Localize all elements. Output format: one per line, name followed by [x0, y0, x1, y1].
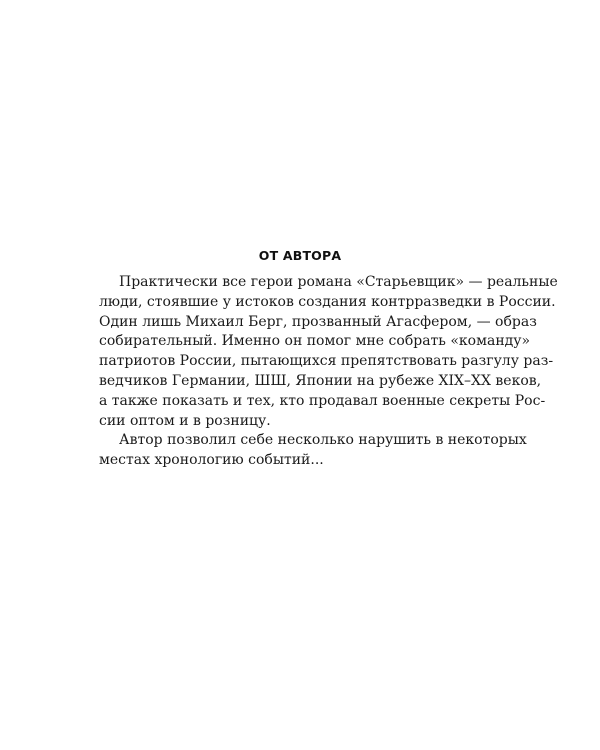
paragraph-line: Один лишь Михаил Берг, прозванный Агасфером, — образ — [99, 313, 537, 330]
paragraph-line: Автор позволил себе несколько нарушить в некоторых — [119, 432, 527, 449]
paragraph-line: Практически все герои романа «Старьевщик» — реальные — [119, 274, 558, 290]
page-content — [99, 247, 558, 471]
paragraph-2 — [99, 431, 527, 471]
paragraph-line: люди, стоявшие у истоков создания контрразведки в России. — [99, 293, 556, 310]
paragraph-line: собирательный. Именно он помог мне собрать «команду» — [99, 333, 531, 350]
paragraph-line: сии оптом и в розницу. — [99, 412, 271, 429]
paragraph-line: местах хронологию событий... — [99, 452, 324, 469]
paragraph-line: ведчиков Германии, ШШ, Японии на рубеже XIX–XX веков, — [99, 372, 542, 389]
section-heading: ОТ АВТОРА — [258, 248, 342, 263]
paragraph-line: патриотов России, пытающихся препятствовать разгулу раз- — [99, 353, 554, 370]
paragraph-1 — [99, 273, 558, 431]
paragraph-line: а также показать и тех, кто продавал военные секреты Рос- — [99, 392, 546, 409]
